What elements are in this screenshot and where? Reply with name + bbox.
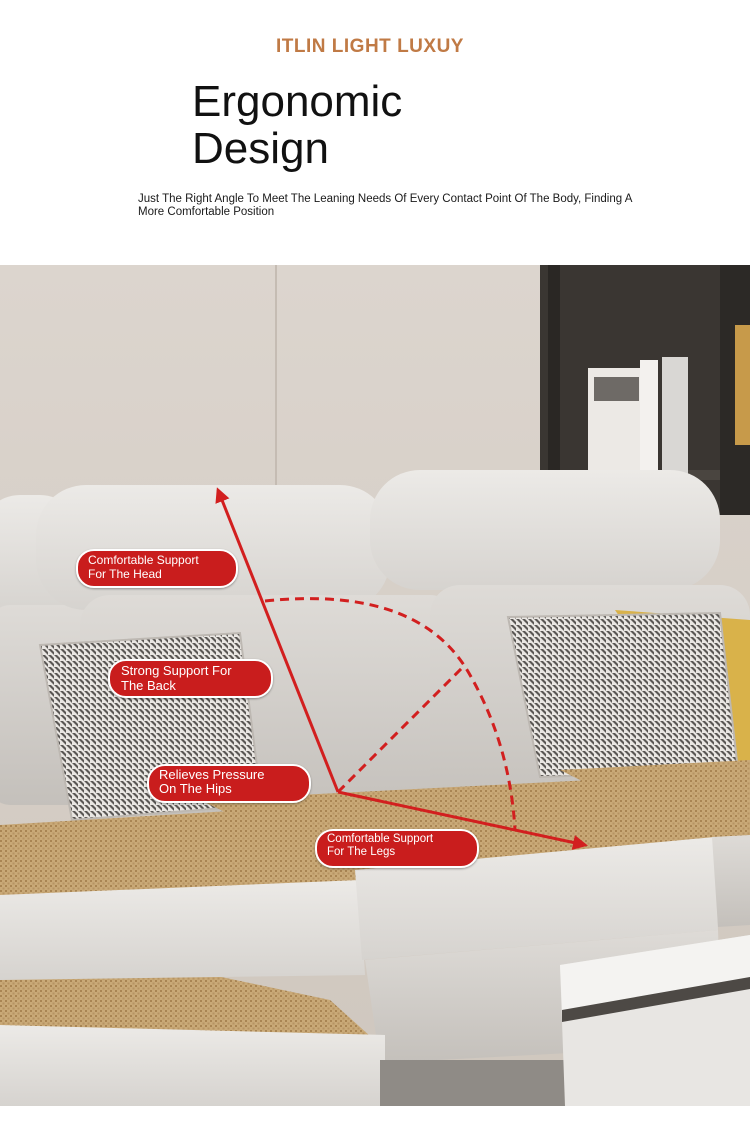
- callout-hips-line-1: Relieves Pressure: [159, 767, 265, 782]
- callout-back-line-2: The Back: [121, 678, 176, 693]
- callout-head-line-2: For The Head: [88, 567, 162, 581]
- callout-hip-pressure: [147, 764, 311, 803]
- page-title: [192, 78, 402, 172]
- callout-legs-line-2: For The Legs: [327, 846, 396, 858]
- callout-head-support: [76, 549, 238, 588]
- title-line-2: Design: [192, 124, 329, 173]
- callout-leg-support: [315, 829, 479, 868]
- callout-back-support: [108, 659, 273, 698]
- description-text: Just The Right Angle To Meet The Leaning Needs Of Every Contact Point Of The Body, Finding A More Comfortable Position: [138, 193, 632, 218]
- callout-head-line-1: Comfortable Support: [88, 553, 199, 567]
- brand-name: ITLIN LIGHT LUXUY: [276, 36, 464, 57]
- callout-legs-line-1: Comfortable Support: [327, 833, 434, 845]
- callout-back-line-1: Strong Support For: [121, 663, 232, 678]
- callout-hips-line-2: On The Hips: [159, 781, 232, 796]
- title-line-1: Ergonomic: [192, 77, 403, 126]
